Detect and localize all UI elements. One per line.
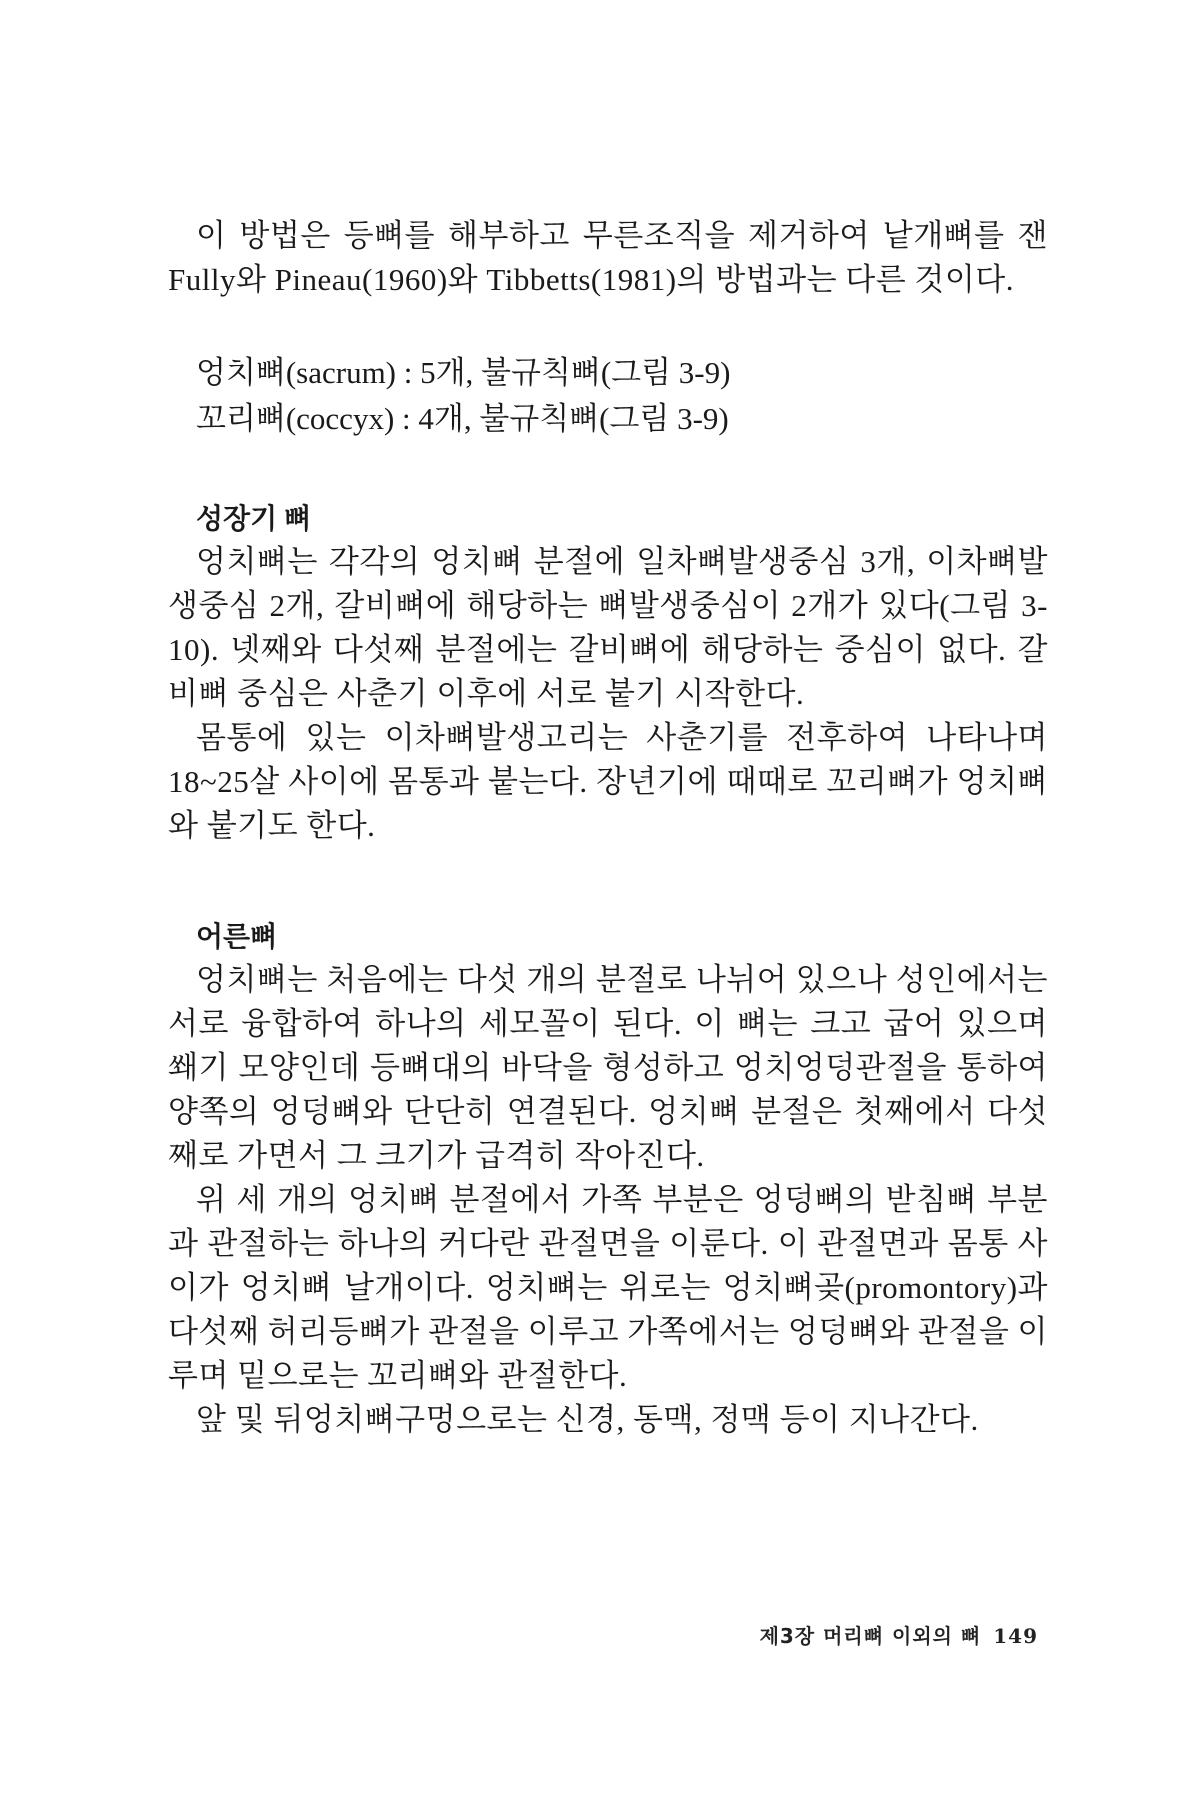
document-page xyxy=(168,200,1048,1720)
bone-count-sacrum: 엉치뼈(sacrum) : 5개, 불규칙뼈(그림 3-9) xyxy=(196,355,731,390)
growth-paragraph-2: 몸통에 있는 이차뼈발생고리는 사춘기를 전후하여 나타나며 18~25살 사이에 몸통과 붙는다. 장년기에 때때로 꼬리뼈가 엉치뼈와 붙기도 한다. xyxy=(168,720,1048,843)
bone-count-coccyx: 꼬리뼈(coccyx) : 4개, 불규칙뼈(그림 3-9) xyxy=(196,401,729,436)
section-heading-growth: 성장기 뼈 xyxy=(196,504,312,535)
adult-paragraph-2: 위 세 개의 엉치뼈 분절에서 가쪽 부분은 엉덩뼈의 받침뼈 부분과 관절하는 하나의 커다란 관절면을 이룬다. 이 관절면과 몸통 사이가 엉치뼈 날개이다. 엉치뼈는 위로는 엉치뼈곶(promontory)과 다섯째 허리등뼈가 관절을 이루고 가쪽에서는 엉덩뼈와 관절을 이루며 밑으로는 꼬리뼈와 관절한다. xyxy=(168,1182,1048,1393)
section-heading-adult: 어른뼈 xyxy=(196,922,278,953)
adult-paragraph-3: 앞 및 뒤엉치뼈구멍으로는 신경, 동맥, 정맥 등이 지나간다. xyxy=(196,1402,979,1437)
running-footer-chapter: 제3장 머리뼈 이외의 뼈 xyxy=(759,1624,982,1648)
growth-section xyxy=(168,500,1048,848)
adult-paragraph-1: 엉치뼈는 처음에는 다섯 개의 분절로 나뉘어 있으나 성인에서는 서로 융합하여 하나의 세모꼴이 된다. 이 뼈는 크고 굽어 있으며 쐐기 모양인데 등뼈대의 바닥을 형성하고 엉치엉덩관절을 통하여 양쪽의 엉덩뼈와 단단히 연결된다. 엉치뼈 분절은 첫째에서 다섯째로 가면서 그 크기가 급격히 작아진다. xyxy=(168,962,1048,1173)
intro-paragraph: 이 방법은 등뼈를 해부하고 무른조직을 제거하여 낱개뼈를 잰 Fully와 Pineau(1960)와 Tibbetts(1981)의 방법과는 다른 것이다. xyxy=(168,218,1048,297)
adult-section xyxy=(168,918,1048,1442)
page-footer xyxy=(760,1620,1038,1649)
growth-paragraph-1: 엉치뼈는 각각의 엉치뼈 분절에 일차뼈발생중심 3개, 이차뼈발생중심 2개, 갈비뼈에 해당하는 뼈발생중심이 2개가 있다(그림 3-10). 넷째와 다섯째 분절에는 갈비뼈에 해당하는 중심이 없다. 갈비뼈 중심은 사춘기 이후에 서로 붙기 시작한다. xyxy=(168,544,1048,711)
bone-count-list xyxy=(168,350,1048,442)
page-number: 149 xyxy=(993,1624,1038,1648)
